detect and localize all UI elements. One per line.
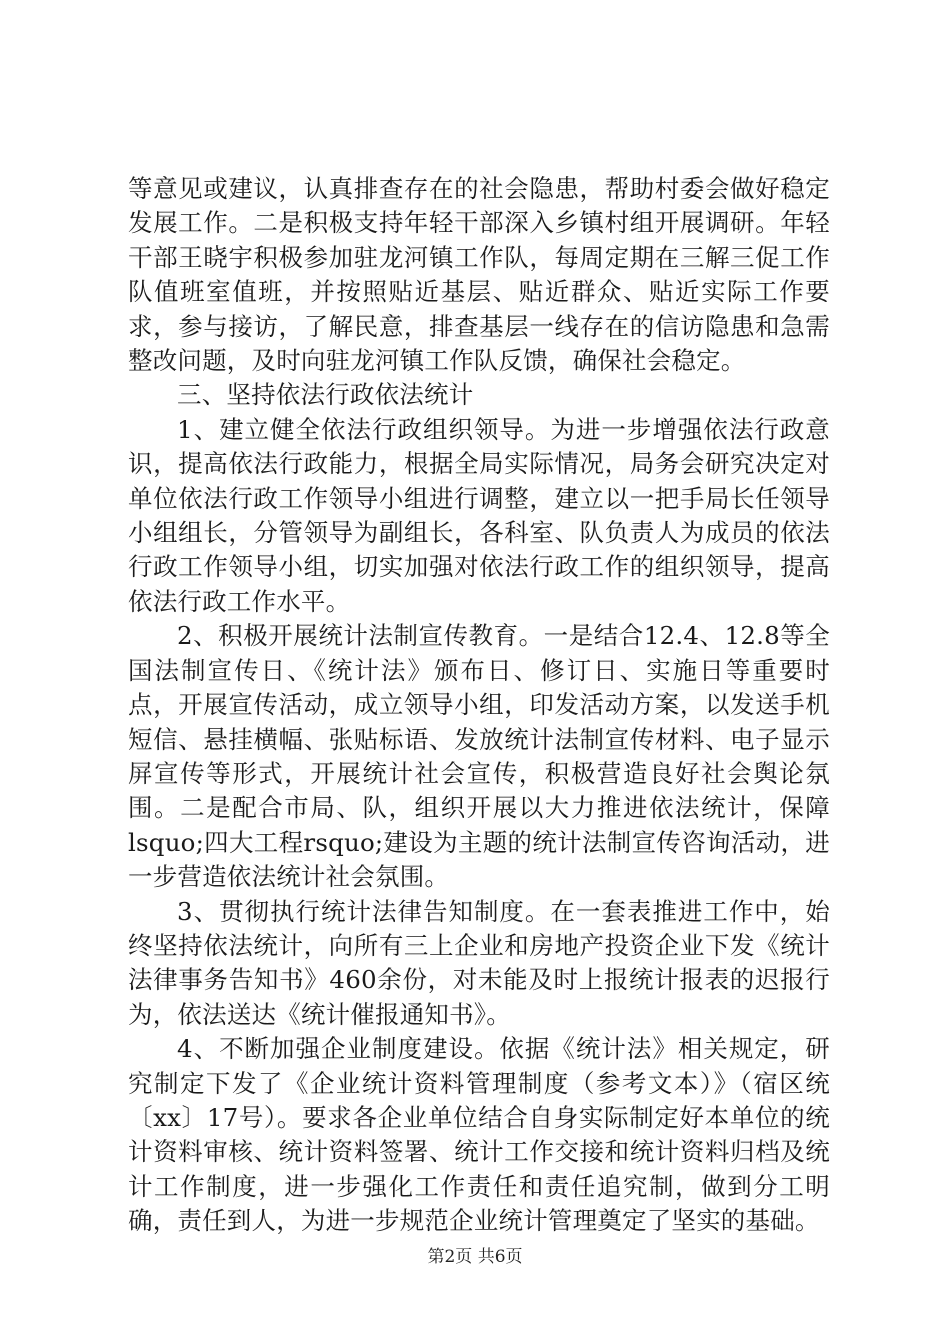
paragraph-continued: 等意见或建议，认真排查存在的社会隐患，帮助村委会做好稳定发展工作。二是积极支持年轻干部深入乡镇村组开展调研。年轻干部王晓宇积极参加驻龙河镇工作队，每周定期在三解三促工作队值班室值班，并按照贴近基层、贴近群众、贴近实际工作要求，参与接访，了解民意，排查基层一线存在的信访隐患和急需整改问题，及时向驻龙河镇工作队反馈，确保社会稳定。 bbox=[128, 174, 830, 376]
paragraph-item-2: 2、积极开展统计法制宣传教育。一是结合12.4、12.8等全国法制宣传日、《统计法》颁布日、修订日、实施日等重要时点，开展宣传活动，成立领导小组，印发活动方案，以发送手机短信、悬挂横幅、张贴标语、发放统计法制宣传材料、电子显示屏宣传等形式，开展统计社会宣传，积极营造良好社会舆论氛围。二是配合市局、队，组织开展以大力推进依法统计，保障lsquo;四大工程rsquo;建设为主题的统计法制宣传咨询活动，进一步营造依法统计社会氛围。 bbox=[128, 621, 830, 892]
paragraph-item-4: 4、不断加强企业制度建设。依据《统计法》相关规定，研究制定下发了《企业统计资料管理制度（参考文本）》（宿区统〔xx〕17号）。要求各企业单位结合自身实际制定好本单位的统计资料审核、统计资料签署、统计工作交接和统计资料归档及统计工作制度，进一步强化工作责任和责任追究制，做到分工明确，责任到人，为进一步规范企业统计管理奠定了坚实的基础。 bbox=[128, 1034, 830, 1236]
paragraph-item-1: 1、建立健全依法行政组织领导。为进一步增强依法行政意识，提高依法行政能力，根据全局实际情况，局务会研究决定对单位依法行政工作领导小组进行调整，建立以一把手局长任领导小组组长，分管领导为副组长，各科室、队负责人为成员的依法行政工作领导小组，切实加强对依法行政工作的组织领导，提高依法行政工作水平。 bbox=[128, 414, 830, 616]
page-number-footer: 第2页 共6页 bbox=[427, 1247, 523, 1267]
section-heading: 三、坚持依法行政依法统计 bbox=[177, 380, 474, 410]
paragraph-item-3: 3、贯彻执行统计法律告知制度。在一套表推进工作中，始终坚持依法统计，向所有三上企业和房地产投资企业下发《统计法律事务告知书》460余份，对未能及时上报统计报表的迟报行为，依法送达《统计催报通知书》。 bbox=[128, 896, 830, 1029]
document-body bbox=[128, 172, 830, 1239]
